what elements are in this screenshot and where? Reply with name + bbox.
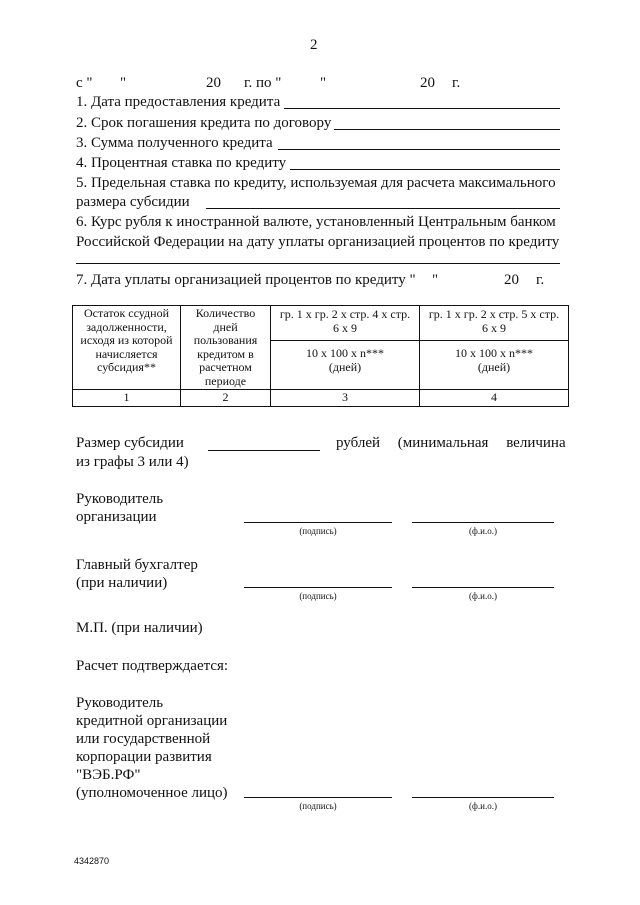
bank-label-line-2: кредитной организации — [76, 713, 228, 729]
item-3-label: 3. Сумма полученного кредита — [76, 135, 273, 151]
period-to-quote-close: " — [320, 75, 327, 91]
period-from-prefix: с " — [76, 75, 93, 91]
item-4-label: 4. Процентная ставка по кредиту — [76, 155, 287, 171]
bank-signature-caption: (подпись) — [299, 801, 337, 811]
period-to-year-suffix: г. — [452, 75, 461, 91]
confirmation-label: Расчет подтверждается: — [76, 658, 229, 674]
col-3-formula-numerator: гр. 1 x гр. 2 x стр. 4 x стр. 6 x 9 — [271, 306, 419, 341]
item-7-year: 20 — [504, 272, 519, 288]
item-4-fill-line — [290, 169, 560, 170]
table-header-col-1: Остаток ссудной задолженности, исходя из которой начисляется субсидия** — [73, 306, 181, 390]
page-number: 2 — [310, 37, 318, 53]
col-3-denominator-line-2: (дней) — [328, 359, 362, 374]
head-signature-caption: (подпись) — [299, 526, 337, 536]
accountant-label-line-1: Главный бухгалтер — [76, 557, 198, 573]
table-col-number-4: 4 — [420, 390, 569, 407]
item-7-label: 7. Дата уплаты организацией процентов по кредиту " — [76, 272, 416, 288]
item-3-fill-line — [278, 149, 560, 150]
bank-label-line-3: или государственной — [76, 731, 211, 747]
subsidy-unit-note: рублей (минимальная величина — [336, 435, 566, 451]
item-5-line-1: 5. Предельная ставка по кредиту, используемая для расчета максимального — [76, 175, 556, 191]
head-label-line-1: Руководитель — [76, 491, 164, 507]
accountant-name-line — [412, 587, 554, 588]
col-3-formula-denominator — [271, 341, 419, 374]
table-col-number-1: 1 — [73, 390, 181, 407]
period-from-quote-close: " — [120, 75, 127, 91]
stamp-label: М.П. (при наличии) — [76, 620, 203, 636]
period-from-year: 20 — [206, 75, 221, 91]
accountant-signature-caption: (подпись) — [299, 591, 337, 601]
table-col-number-3: 3 — [271, 390, 420, 407]
accountant-signature-line — [244, 587, 392, 588]
head-signature-line — [244, 522, 392, 523]
item-6-line-1: 6. Курс рубля к иностранной валюте, установленный Центральным банком — [76, 214, 556, 230]
bank-name-caption: (ф.и.о.) — [469, 801, 497, 811]
table-header-col-3 — [271, 306, 420, 390]
bank-label-line-5: "ВЭБ.РФ" — [76, 767, 141, 783]
period-from-year-suffix: г. по " — [244, 75, 282, 91]
item-1-label: 1. Дата предоставления кредита — [76, 94, 281, 110]
bank-label-line-1: Руководитель — [76, 695, 164, 711]
item-1-fill-line — [284, 108, 560, 109]
item-7-year-suffix: г. — [536, 272, 545, 288]
bank-name-line — [412, 797, 554, 798]
item-6-fill-line — [76, 263, 560, 264]
col-4-denominator-line-1: 10 x 100 x n*** — [455, 346, 533, 360]
table-col-number-2: 2 — [181, 390, 271, 407]
item-5-line-2: размера субсидии — [76, 194, 190, 210]
item-2-label: 2. Срок погашения кредита по договору — [76, 115, 332, 131]
table-number-row — [73, 390, 569, 407]
head-label-line-2: организации — [76, 509, 157, 525]
accountant-name-caption: (ф.и.о.) — [469, 591, 497, 601]
item-5-fill-line — [206, 208, 560, 209]
table-header-row — [73, 306, 569, 390]
table-header-col-4 — [420, 306, 569, 390]
bank-label-line-6: (уполномоченное лицо) — [76, 785, 228, 801]
accountant-label-line-2: (при наличии) — [76, 575, 168, 591]
item-7-quote-close: " — [432, 272, 439, 288]
head-name-line — [412, 522, 554, 523]
bank-signature-line — [244, 797, 392, 798]
col-4-denominator-line-2: (дней) — [477, 359, 511, 374]
col-3-denominator-line-1: 10 x 100 x n*** — [306, 346, 384, 360]
subsidy-unit-note-line-2: из графы 3 или 4) — [76, 454, 189, 470]
item-6-line-2: Российской Федерации на дату уплаты организацией процентов по кредиту — [76, 234, 560, 250]
head-name-caption: (ф.и.о.) — [469, 526, 497, 536]
subsidy-fill-line — [208, 450, 320, 451]
bank-label-line-4: корпорации развития — [76, 749, 212, 765]
col-4-formula-numerator: гр. 1 x гр. 2 x стр. 5 x стр. 6 x 9 — [420, 306, 568, 341]
subsidy-calculation-table — [72, 305, 569, 407]
footer-document-code: 4342870 — [74, 856, 110, 866]
table-header-col-2: Количество дней пользования кредитом в расчетном периоде — [181, 306, 271, 390]
period-to-year: 20 — [420, 75, 435, 91]
subsidy-label: Размер субсидии — [76, 435, 184, 451]
col-4-formula-denominator — [420, 341, 568, 374]
item-2-fill-line — [334, 129, 560, 130]
